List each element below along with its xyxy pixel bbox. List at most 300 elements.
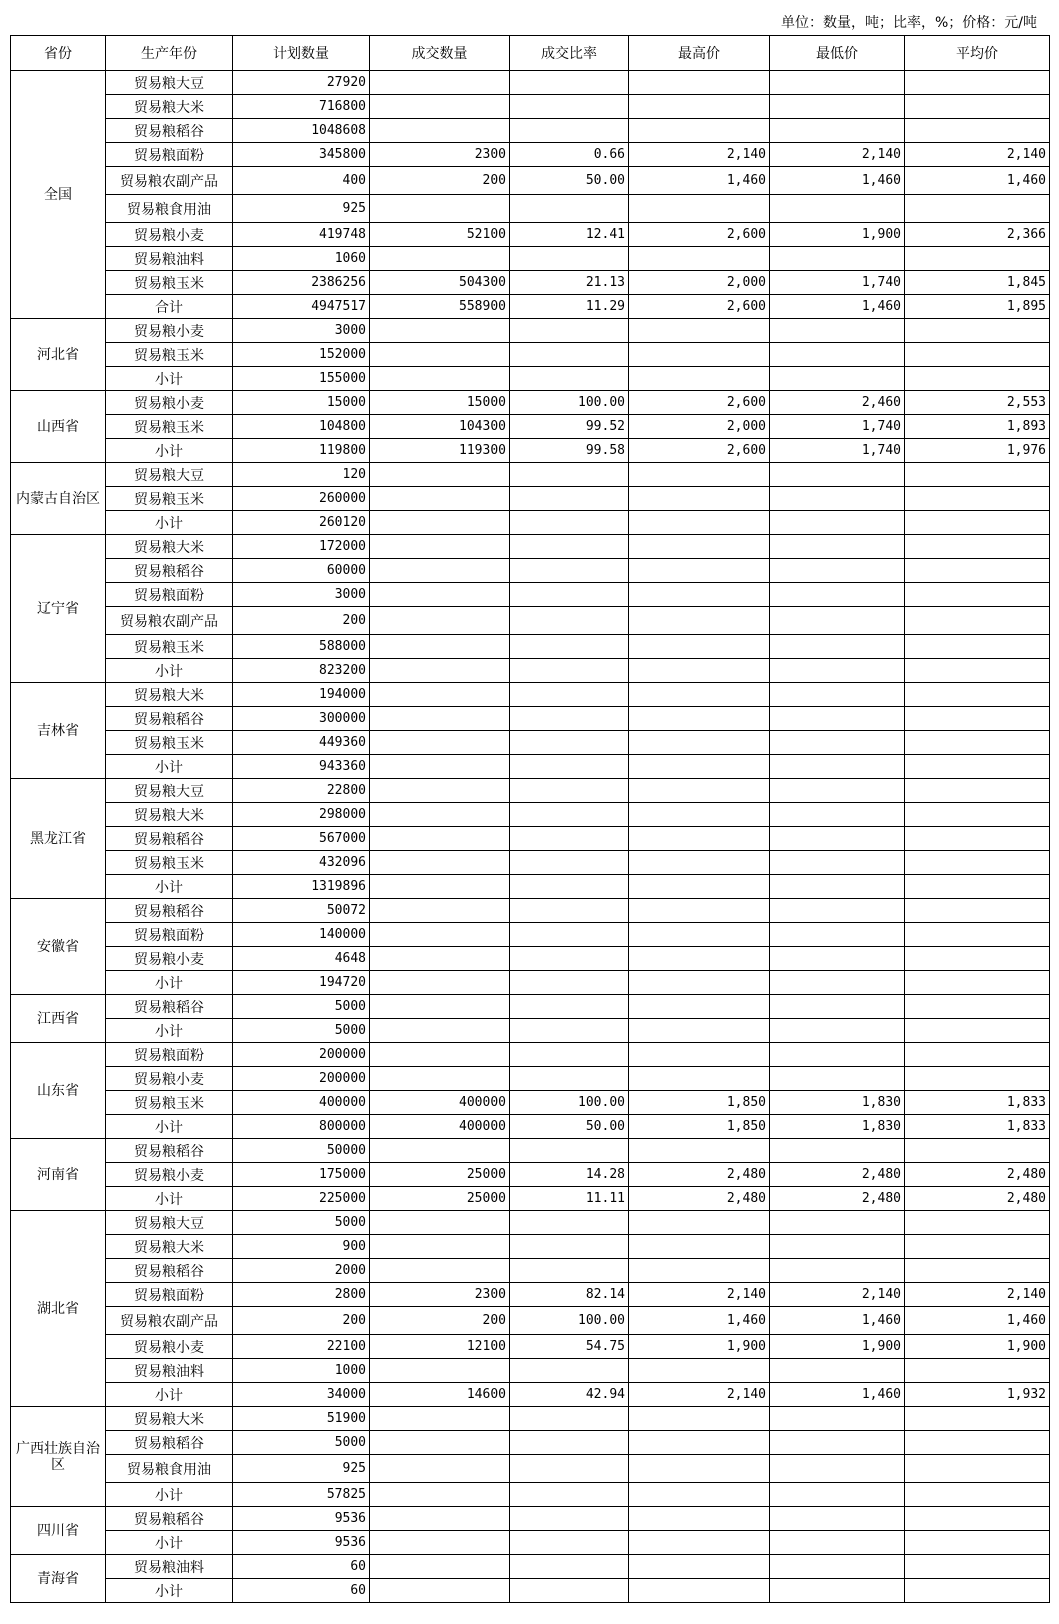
avg-price bbox=[905, 899, 1050, 923]
province-cell: 辽宁省 bbox=[11, 535, 106, 683]
plan-qty: 3000 bbox=[233, 319, 370, 343]
max-price bbox=[629, 947, 770, 971]
item-name: 小计 bbox=[106, 875, 233, 899]
deal-rate bbox=[510, 1455, 629, 1483]
plan-qty: 119800 bbox=[233, 439, 370, 463]
table-row bbox=[11, 995, 1050, 1019]
min-price bbox=[770, 659, 905, 683]
deal-rate: 82.14 bbox=[510, 1283, 629, 1307]
deal-qty bbox=[370, 1211, 510, 1235]
item-name: 贸易粮大豆 bbox=[106, 71, 233, 95]
item-name: 小计 bbox=[106, 1531, 233, 1555]
item-name: 小计 bbox=[106, 659, 233, 683]
deal-qty bbox=[370, 1235, 510, 1259]
col-rate: 成交比率 bbox=[510, 36, 629, 71]
deal-rate bbox=[510, 971, 629, 995]
plan-qty: 5000 bbox=[233, 995, 370, 1019]
table-row bbox=[11, 1483, 1050, 1507]
avg-price bbox=[905, 1555, 1050, 1579]
deal-rate: 100.00 bbox=[510, 1091, 629, 1115]
min-price bbox=[770, 1407, 905, 1431]
deal-rate bbox=[510, 1431, 629, 1455]
plan-qty: 943360 bbox=[233, 755, 370, 779]
province-cell: 全国 bbox=[11, 71, 106, 319]
deal-rate bbox=[510, 1139, 629, 1163]
plan-qty: 716800 bbox=[233, 95, 370, 119]
avg-price bbox=[905, 851, 1050, 875]
avg-price bbox=[905, 755, 1050, 779]
plan-qty: 194720 bbox=[233, 971, 370, 995]
plan-qty: 5000 bbox=[233, 1019, 370, 1043]
table-row bbox=[11, 731, 1050, 755]
max-price: 2,600 bbox=[629, 391, 770, 415]
item-name: 贸易粮小麦 bbox=[106, 391, 233, 415]
min-price bbox=[770, 707, 905, 731]
plan-qty: 2386256 bbox=[233, 271, 370, 295]
plan-qty: 4648 bbox=[233, 947, 370, 971]
deal-rate bbox=[510, 1359, 629, 1383]
avg-price bbox=[905, 95, 1050, 119]
item-name: 贸易粮稻谷 bbox=[106, 1431, 233, 1455]
item-name: 贸易粮小麦 bbox=[106, 1163, 233, 1187]
deal-qty: 200 bbox=[370, 1307, 510, 1335]
item-name: 小计 bbox=[106, 439, 233, 463]
plan-qty: 925 bbox=[233, 195, 370, 223]
deal-rate bbox=[510, 947, 629, 971]
max-price: 2,600 bbox=[629, 223, 770, 247]
deal-rate bbox=[510, 1531, 629, 1555]
item-name: 贸易粮面粉 bbox=[106, 1043, 233, 1067]
deal-rate: 100.00 bbox=[510, 1307, 629, 1335]
deal-rate bbox=[510, 463, 629, 487]
plan-qty: 60 bbox=[233, 1555, 370, 1579]
deal-qty bbox=[370, 119, 510, 143]
deal-rate bbox=[510, 1043, 629, 1067]
deal-rate: 50.00 bbox=[510, 167, 629, 195]
min-price bbox=[770, 779, 905, 803]
avg-price bbox=[905, 971, 1050, 995]
min-price bbox=[770, 247, 905, 271]
deal-qty bbox=[370, 607, 510, 635]
plan-qty: 419748 bbox=[233, 223, 370, 247]
plan-qty: 22100 bbox=[233, 1335, 370, 1359]
deal-rate bbox=[510, 1507, 629, 1531]
table-row bbox=[11, 851, 1050, 875]
min-price bbox=[770, 1555, 905, 1579]
table-row bbox=[11, 1455, 1050, 1483]
avg-price bbox=[905, 559, 1050, 583]
table-row bbox=[11, 1115, 1050, 1139]
province-cell: 山东省 bbox=[11, 1043, 106, 1139]
item-name: 小计 bbox=[106, 1187, 233, 1211]
province-cell: 黑龙江省 bbox=[11, 779, 106, 899]
item-name: 小计 bbox=[106, 1579, 233, 1603]
item-name: 贸易粮稻谷 bbox=[106, 1507, 233, 1531]
deal-qty bbox=[370, 1431, 510, 1455]
province-cell: 内蒙古自治区 bbox=[11, 463, 106, 535]
min-price bbox=[770, 71, 905, 95]
table-row bbox=[11, 247, 1050, 271]
min-price bbox=[770, 995, 905, 1019]
deal-rate: 99.58 bbox=[510, 439, 629, 463]
deal-rate bbox=[510, 1259, 629, 1283]
table-row bbox=[11, 1307, 1050, 1335]
deal-qty: 504300 bbox=[370, 271, 510, 295]
item-name: 贸易粮面粉 bbox=[106, 1283, 233, 1307]
max-price bbox=[629, 1579, 770, 1603]
max-price bbox=[629, 119, 770, 143]
deal-rate bbox=[510, 923, 629, 947]
col-plan: 计划数量 bbox=[233, 36, 370, 71]
table-row bbox=[11, 779, 1050, 803]
item-name: 小计 bbox=[106, 1383, 233, 1407]
plan-qty: 588000 bbox=[233, 635, 370, 659]
item-name: 小计 bbox=[106, 1019, 233, 1043]
item-name: 贸易粮农副产品 bbox=[106, 167, 233, 195]
deal-qty bbox=[370, 559, 510, 583]
avg-price bbox=[905, 319, 1050, 343]
item-name: 贸易粮食用油 bbox=[106, 1455, 233, 1483]
deal-rate bbox=[510, 635, 629, 659]
province-cell: 吉林省 bbox=[11, 683, 106, 779]
max-price bbox=[629, 1235, 770, 1259]
item-name: 小计 bbox=[106, 367, 233, 391]
table-row bbox=[11, 1335, 1050, 1359]
table-row bbox=[11, 1139, 1050, 1163]
max-price: 2,480 bbox=[629, 1163, 770, 1187]
max-price bbox=[629, 875, 770, 899]
table-row bbox=[11, 535, 1050, 559]
deal-rate bbox=[510, 803, 629, 827]
avg-price bbox=[905, 247, 1050, 271]
item-name: 贸易粮大米 bbox=[106, 95, 233, 119]
avg-price bbox=[905, 1531, 1050, 1555]
max-price bbox=[629, 1507, 770, 1531]
avg-price bbox=[905, 659, 1050, 683]
min-price: 1,830 bbox=[770, 1115, 905, 1139]
table-row bbox=[11, 271, 1050, 295]
item-name: 贸易粮稻谷 bbox=[106, 995, 233, 1019]
deal-qty: 558900 bbox=[370, 295, 510, 319]
min-price bbox=[770, 463, 905, 487]
min-price bbox=[770, 119, 905, 143]
table-row bbox=[11, 167, 1050, 195]
plan-qty: 120 bbox=[233, 463, 370, 487]
avg-price: 1,460 bbox=[905, 167, 1050, 195]
avg-price: 1,460 bbox=[905, 1307, 1050, 1335]
avg-price bbox=[905, 731, 1050, 755]
min-price: 2,140 bbox=[770, 1283, 905, 1307]
avg-price bbox=[905, 923, 1050, 947]
plan-qty: 200000 bbox=[233, 1067, 370, 1091]
max-price bbox=[629, 707, 770, 731]
item-name: 贸易粮玉米 bbox=[106, 851, 233, 875]
header-row bbox=[11, 36, 1050, 71]
table-row bbox=[11, 559, 1050, 583]
deal-rate bbox=[510, 487, 629, 511]
deal-qty bbox=[370, 971, 510, 995]
deal-qty: 2300 bbox=[370, 143, 510, 167]
max-price bbox=[629, 247, 770, 271]
max-price bbox=[629, 659, 770, 683]
avg-price bbox=[905, 875, 1050, 899]
table-row bbox=[11, 1043, 1050, 1067]
province-cell: 山西省 bbox=[11, 391, 106, 463]
plan-qty: 1060 bbox=[233, 247, 370, 271]
item-name: 小计 bbox=[106, 755, 233, 779]
col-deal: 成交数量 bbox=[370, 36, 510, 71]
table-row bbox=[11, 319, 1050, 343]
item-name: 贸易粮大豆 bbox=[106, 1211, 233, 1235]
deal-qty bbox=[370, 875, 510, 899]
table-row bbox=[11, 1359, 1050, 1383]
plan-qty: 22800 bbox=[233, 779, 370, 803]
item-name: 贸易粮面粉 bbox=[106, 923, 233, 947]
plan-qty: 27920 bbox=[233, 71, 370, 95]
min-price bbox=[770, 1431, 905, 1455]
plan-qty: 345800 bbox=[233, 143, 370, 167]
plan-qty: 900 bbox=[233, 1235, 370, 1259]
plan-qty: 432096 bbox=[233, 851, 370, 875]
deal-qty bbox=[370, 95, 510, 119]
max-price bbox=[629, 971, 770, 995]
min-price bbox=[770, 367, 905, 391]
avg-price bbox=[905, 367, 1050, 391]
min-price bbox=[770, 827, 905, 851]
max-price: 2,140 bbox=[629, 143, 770, 167]
deal-rate bbox=[510, 1019, 629, 1043]
plan-qty: 5000 bbox=[233, 1431, 370, 1455]
province-cell: 四川省 bbox=[11, 1507, 106, 1555]
item-name: 小计 bbox=[106, 511, 233, 535]
max-price bbox=[629, 803, 770, 827]
max-price bbox=[629, 1455, 770, 1483]
table-row bbox=[11, 659, 1050, 683]
max-price bbox=[629, 923, 770, 947]
item-name: 贸易粮稻谷 bbox=[106, 119, 233, 143]
max-price bbox=[629, 1067, 770, 1091]
deal-rate bbox=[510, 319, 629, 343]
min-price bbox=[770, 755, 905, 779]
deal-qty bbox=[370, 731, 510, 755]
item-name: 小计 bbox=[106, 1115, 233, 1139]
avg-price: 2,366 bbox=[905, 223, 1050, 247]
avg-price bbox=[905, 535, 1050, 559]
deal-rate bbox=[510, 779, 629, 803]
table-row bbox=[11, 1407, 1050, 1431]
deal-qty bbox=[370, 535, 510, 559]
avg-price: 1,845 bbox=[905, 271, 1050, 295]
plan-qty: 60 bbox=[233, 1579, 370, 1603]
table-row bbox=[11, 875, 1050, 899]
plan-qty: 15000 bbox=[233, 391, 370, 415]
item-name: 合计 bbox=[106, 295, 233, 319]
min-price: 1,740 bbox=[770, 271, 905, 295]
max-price bbox=[629, 1407, 770, 1431]
min-price bbox=[770, 923, 905, 947]
avg-price bbox=[905, 343, 1050, 367]
max-price: 1,850 bbox=[629, 1091, 770, 1115]
avg-price bbox=[905, 1211, 1050, 1235]
max-price: 2,000 bbox=[629, 415, 770, 439]
max-price bbox=[629, 1259, 770, 1283]
deal-rate: 11.29 bbox=[510, 295, 629, 319]
avg-price bbox=[905, 511, 1050, 535]
table-row bbox=[11, 1187, 1050, 1211]
min-price bbox=[770, 971, 905, 995]
avg-price bbox=[905, 995, 1050, 1019]
deal-qty: 400000 bbox=[370, 1115, 510, 1139]
item-name: 贸易粮油料 bbox=[106, 247, 233, 271]
table-row bbox=[11, 511, 1050, 535]
deal-qty: 52100 bbox=[370, 223, 510, 247]
deal-rate bbox=[510, 367, 629, 391]
deal-qty bbox=[370, 1483, 510, 1507]
plan-qty: 5000 bbox=[233, 1211, 370, 1235]
deal-rate bbox=[510, 899, 629, 923]
avg-price bbox=[905, 1483, 1050, 1507]
max-price: 2,000 bbox=[629, 271, 770, 295]
deal-rate bbox=[510, 119, 629, 143]
plan-qty: 172000 bbox=[233, 535, 370, 559]
table-row bbox=[11, 923, 1050, 947]
item-name: 小计 bbox=[106, 971, 233, 995]
min-price bbox=[770, 1507, 905, 1531]
table-row bbox=[11, 367, 1050, 391]
table-row bbox=[11, 1431, 1050, 1455]
table-row bbox=[11, 71, 1050, 95]
max-price: 2,480 bbox=[629, 1187, 770, 1211]
min-price bbox=[770, 1139, 905, 1163]
max-price: 1,460 bbox=[629, 1307, 770, 1335]
plan-qty: 800000 bbox=[233, 1115, 370, 1139]
deal-rate: 54.75 bbox=[510, 1335, 629, 1359]
min-price bbox=[770, 1019, 905, 1043]
min-price: 1,830 bbox=[770, 1091, 905, 1115]
min-price bbox=[770, 731, 905, 755]
max-price bbox=[629, 683, 770, 707]
avg-price: 1,833 bbox=[905, 1115, 1050, 1139]
item-name: 贸易粮食用油 bbox=[106, 195, 233, 223]
max-price: 2,140 bbox=[629, 1283, 770, 1307]
table-row bbox=[11, 415, 1050, 439]
item-name: 贸易粮稻谷 bbox=[106, 1259, 233, 1283]
deal-rate: 11.11 bbox=[510, 1187, 629, 1211]
min-price: 2,460 bbox=[770, 391, 905, 415]
avg-price bbox=[905, 947, 1050, 971]
table-row bbox=[11, 1259, 1050, 1283]
table-row bbox=[11, 223, 1050, 247]
deal-qty bbox=[370, 343, 510, 367]
plan-qty: 200 bbox=[233, 607, 370, 635]
item-name: 贸易粮玉米 bbox=[106, 415, 233, 439]
avg-price bbox=[905, 803, 1050, 827]
plan-qty: 152000 bbox=[233, 343, 370, 367]
deal-rate bbox=[510, 683, 629, 707]
deal-rate bbox=[510, 755, 629, 779]
col-max: 最高价 bbox=[629, 36, 770, 71]
max-price bbox=[629, 559, 770, 583]
deal-rate: 12.41 bbox=[510, 223, 629, 247]
deal-qty bbox=[370, 319, 510, 343]
max-price bbox=[629, 1483, 770, 1507]
max-price bbox=[629, 1431, 770, 1455]
deal-qty bbox=[370, 803, 510, 827]
plan-qty: 298000 bbox=[233, 803, 370, 827]
deal-qty bbox=[370, 1139, 510, 1163]
deal-rate bbox=[510, 559, 629, 583]
deal-rate bbox=[510, 875, 629, 899]
min-price bbox=[770, 343, 905, 367]
avg-price bbox=[905, 487, 1050, 511]
table-row bbox=[11, 1383, 1050, 1407]
table-row bbox=[11, 1579, 1050, 1603]
max-price bbox=[629, 635, 770, 659]
plan-qty: 200 bbox=[233, 1307, 370, 1335]
item-name: 贸易粮大豆 bbox=[106, 779, 233, 803]
avg-price: 1,893 bbox=[905, 415, 1050, 439]
deal-qty bbox=[370, 463, 510, 487]
item-name: 贸易粮面粉 bbox=[106, 143, 233, 167]
plan-qty: 57825 bbox=[233, 1483, 370, 1507]
table-row bbox=[11, 1211, 1050, 1235]
plan-qty: 225000 bbox=[233, 1187, 370, 1211]
min-price: 1,460 bbox=[770, 1307, 905, 1335]
deal-rate bbox=[510, 995, 629, 1019]
max-price bbox=[629, 1211, 770, 1235]
max-price: 1,460 bbox=[629, 167, 770, 195]
deal-qty: 15000 bbox=[370, 391, 510, 415]
table-row bbox=[11, 683, 1050, 707]
min-price bbox=[770, 803, 905, 827]
table-row bbox=[11, 1555, 1050, 1579]
min-price bbox=[770, 559, 905, 583]
plan-qty: 175000 bbox=[233, 1163, 370, 1187]
max-price bbox=[629, 195, 770, 223]
deal-rate bbox=[510, 827, 629, 851]
table-row bbox=[11, 95, 1050, 119]
plan-qty: 823200 bbox=[233, 659, 370, 683]
plan-qty: 925 bbox=[233, 1455, 370, 1483]
table-row bbox=[11, 827, 1050, 851]
deal-qty bbox=[370, 1555, 510, 1579]
min-price bbox=[770, 195, 905, 223]
plan-qty: 194000 bbox=[233, 683, 370, 707]
plan-qty: 260120 bbox=[233, 511, 370, 535]
table-row bbox=[11, 803, 1050, 827]
min-price bbox=[770, 1235, 905, 1259]
table-row bbox=[11, 1091, 1050, 1115]
max-price bbox=[629, 1531, 770, 1555]
avg-price bbox=[905, 119, 1050, 143]
item-name: 贸易粮油料 bbox=[106, 1555, 233, 1579]
avg-price bbox=[905, 195, 1050, 223]
deal-qty bbox=[370, 947, 510, 971]
item-name: 贸易粮大米 bbox=[106, 683, 233, 707]
item-name: 贸易粮农副产品 bbox=[106, 607, 233, 635]
deal-qty bbox=[370, 1067, 510, 1091]
col-year: 生产年份 bbox=[106, 36, 233, 71]
deal-qty bbox=[370, 899, 510, 923]
avg-price: 1,976 bbox=[905, 439, 1050, 463]
avg-price bbox=[905, 1431, 1050, 1455]
min-price bbox=[770, 635, 905, 659]
max-price bbox=[629, 731, 770, 755]
deal-rate bbox=[510, 1407, 629, 1431]
col-avg: 平均价 bbox=[905, 36, 1050, 71]
item-name: 贸易粮小麦 bbox=[106, 1335, 233, 1359]
deal-qty bbox=[370, 247, 510, 271]
